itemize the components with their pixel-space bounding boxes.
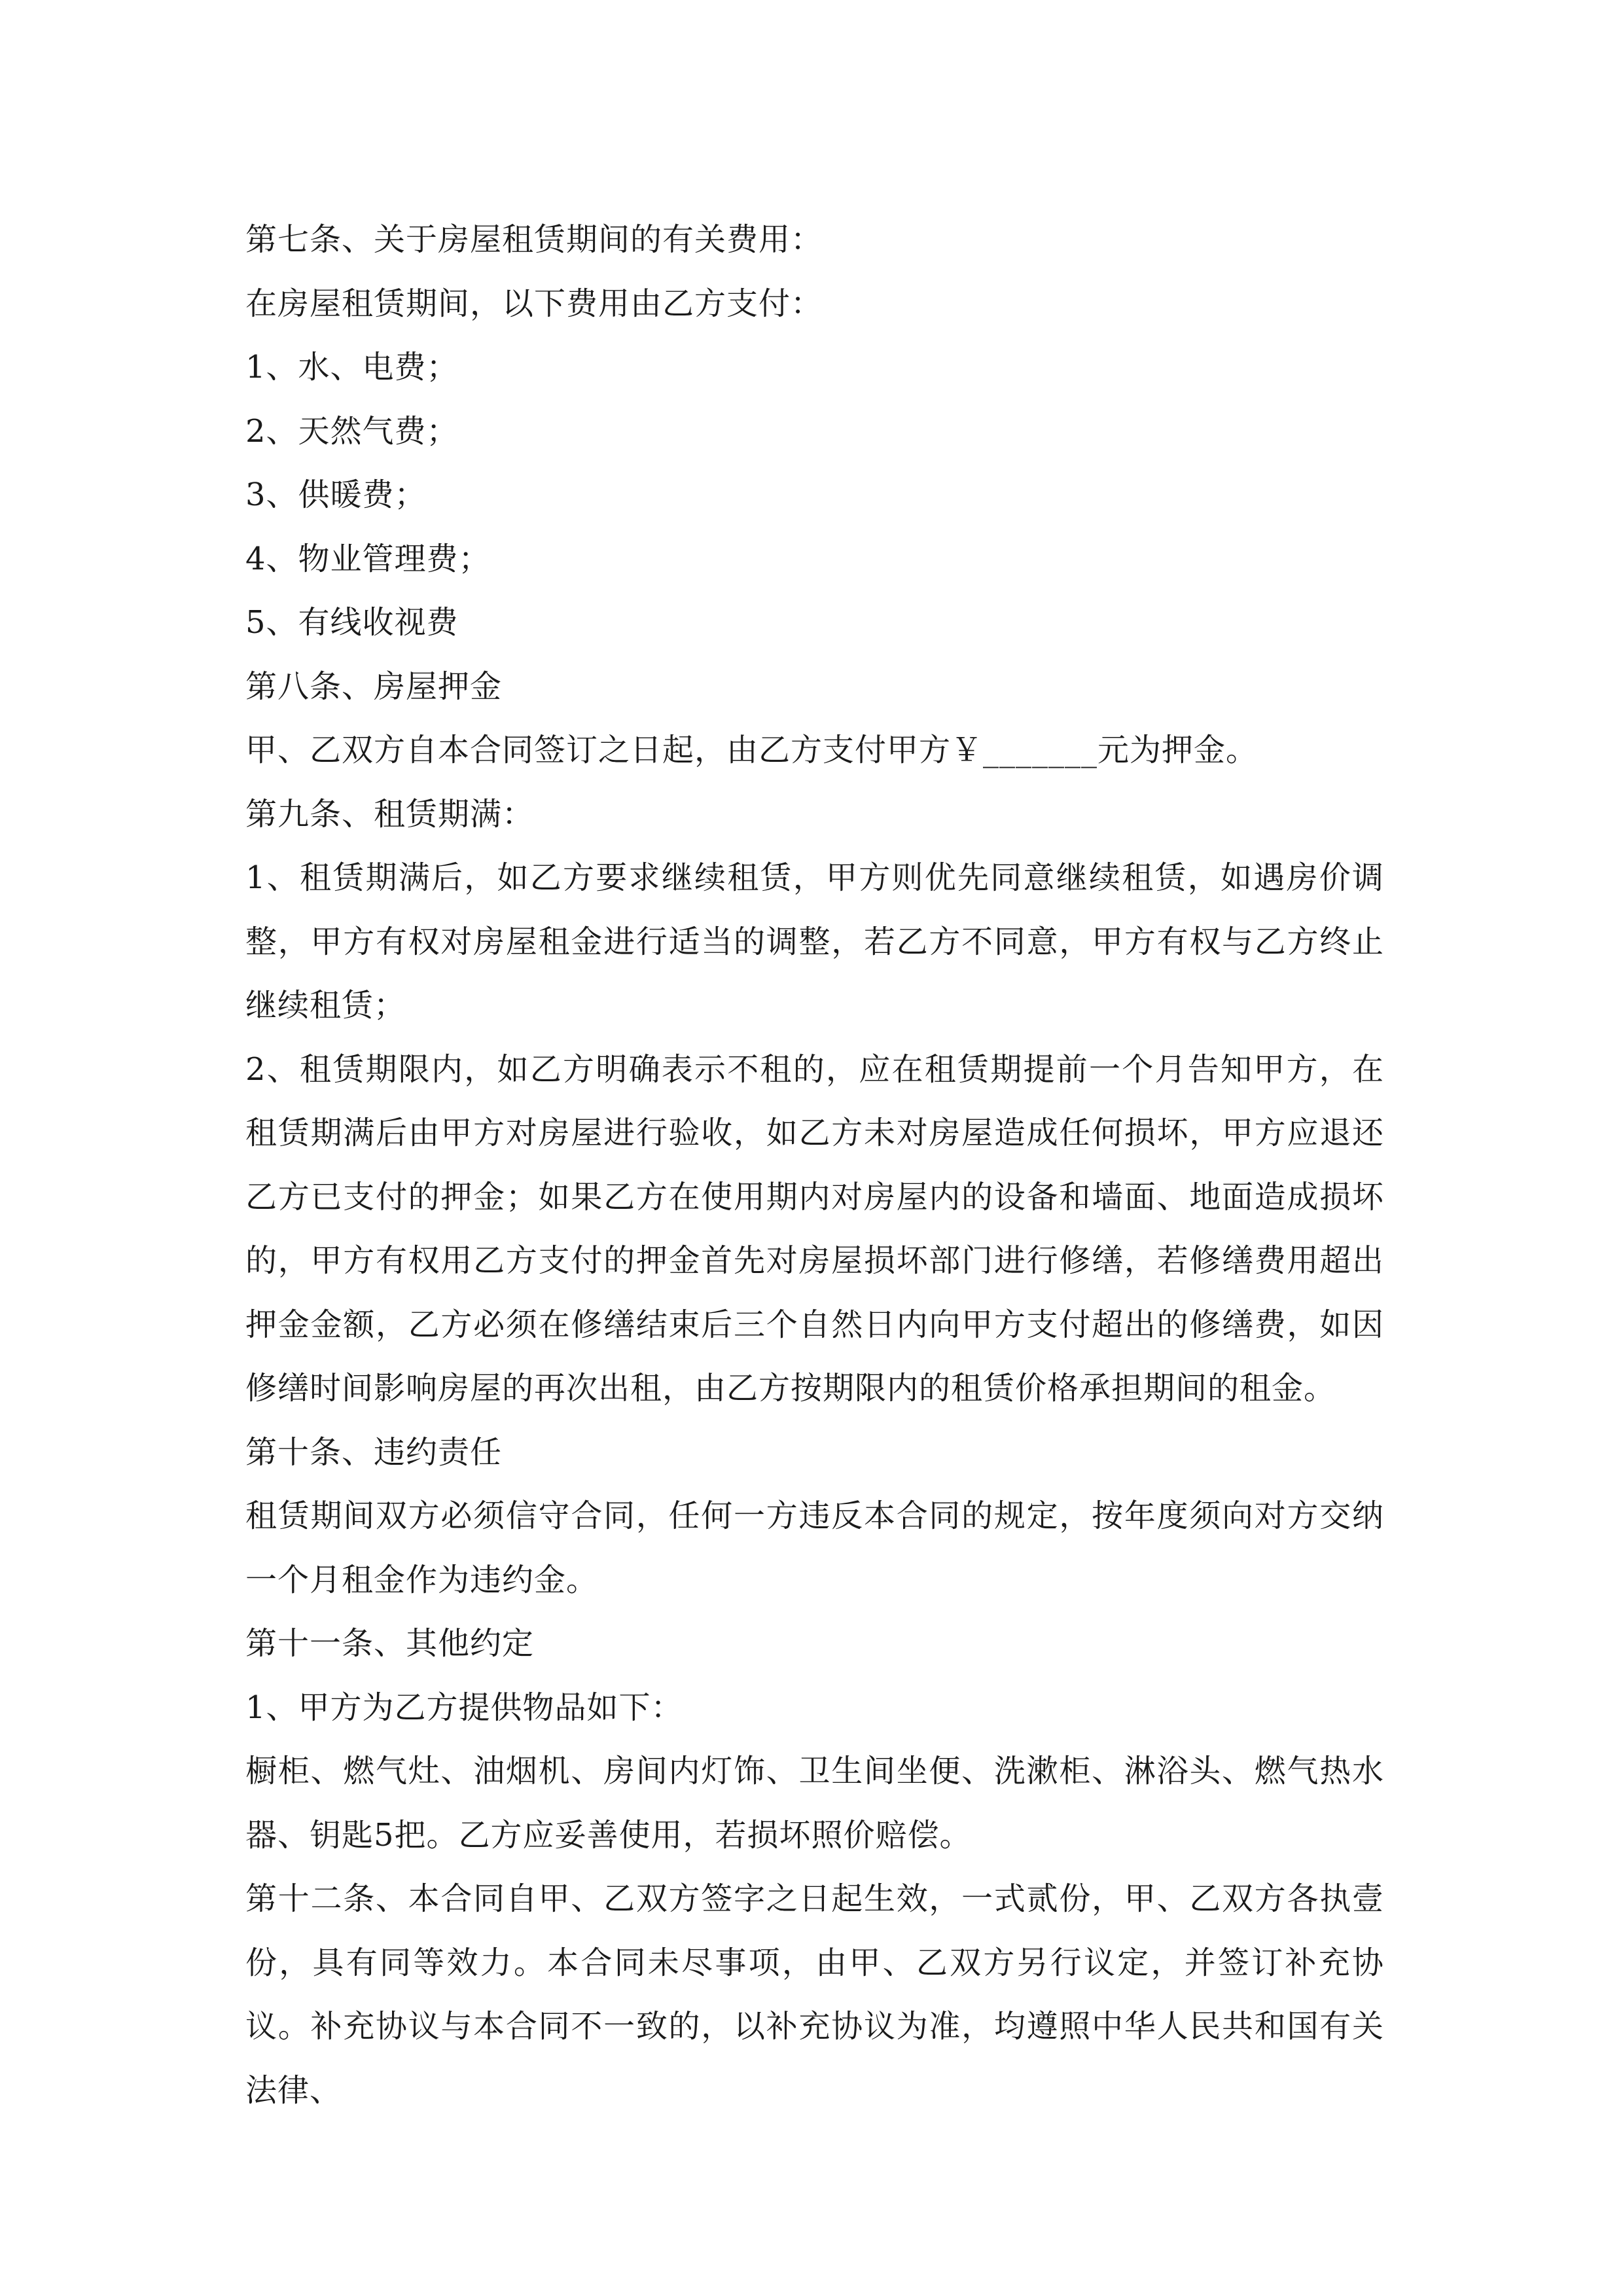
paragraph: 在房屋租赁期间，以下费用由乙方支付： <box>245 285 823 322</box>
list-item: 1、甲方为乙方提供物品如下： <box>245 1689 683 1726</box>
article-12-paragraph: 第十二条、本合同自甲、乙双方签字之日起生效，一式贰份，甲、乙双方各执壹份，具有同等效力。本合同未尽事项，由甲、乙双方另行议定，并签订补充协议。补充协议与本合同不一致的，以补充协议为准，均遵照中华人民共和国有关法律、 <box>245 1880 1384 2109</box>
article-9-heading: 第九条、租赁期满： <box>245 795 535 833</box>
paragraph: 甲、乙双方自本合同签订之日起，由乙方支付甲方￥_______元为押金。 <box>245 732 1258 768</box>
list-item: 3、供暖费； <box>245 476 427 513</box>
list-item: 1、租赁期满后，如乙方要求继续租赁，甲方则优先同意继续租赁，如遇房价调整，甲方有权对房屋租金进行适当的调整，若乙方不同意，甲方有权与乙方终止继续租赁； <box>245 859 1384 1024</box>
paragraph: 橱柜、燃气灶、油烟机、房间内灯饰、卫生间坐便、洗漱柜、淋浴头、燃气热水器、钥匙5把。乙方应妥善使用，若损坏照价赔偿。 <box>245 1753 1384 1854</box>
list-item: 2、天然气费； <box>245 412 459 450</box>
article-10-heading: 第十条、违约责任 <box>245 1433 503 1471</box>
list-item: 5、有线收视费 <box>245 604 459 641</box>
list-item: 2、租赁期限内，如乙方明确表示不租的，应在租赁期提前一个月告知甲方，在租赁期满后由甲方对房屋进行验收，如乙方未对房屋造成任何损坏，甲方应退还乙方已支付的押金；如果乙方在使用期内对房屋内的设备和墙面、地面造成损坏的，甲方有权用乙方支付的押金首先对房屋损坏部门进行修缮，若修缮费用超出押金金额，乙方必须在修缮结束后三个自然日内向甲方支付超出的修缮费，如因修缮时间影响房屋的再次出租，由乙方按期限内的租赁价格承担期间的租金。 <box>245 1050 1384 1407</box>
list-item: 4、物业管理费； <box>245 540 491 577</box>
article-8-heading: 第八条、房屋押金 <box>245 668 503 705</box>
list-item: 1、水、电费； <box>245 349 459 386</box>
document-body <box>245 208 1384 2123</box>
paragraph: 租赁期间双方必须信守合同，任何一方违反本合同的规定，按年度须向对方交纳一个月租金作为违约金。 <box>245 1498 1384 1598</box>
article-7-heading: 第七条、关于房屋租赁期间的有关费用： <box>245 221 823 258</box>
article-11-heading: 第十一条、其他约定 <box>245 1625 535 1662</box>
